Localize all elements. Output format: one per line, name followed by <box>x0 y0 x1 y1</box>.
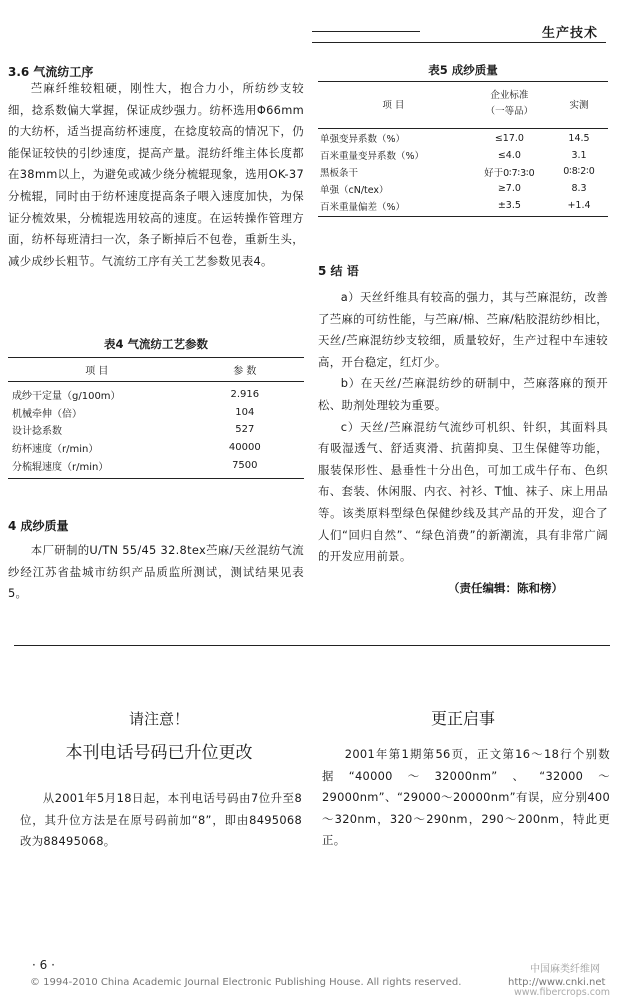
notice-subtitle: 本刊电话号码已升位更改 <box>65 743 253 763</box>
section-4-body <box>8 540 304 605</box>
conclusion-a: a）天丝纤维具有较高的强力，其与苎麻混纺，改善了苎麻的可纺性能，与苎麻/棉、苎麻/粘胶混纺纱相比，天丝/苎麻混纺纱支较细，质量较好，生产过程中车速较高，开台稳定，红灯少。 <box>318 290 608 369</box>
notice-text: 从2001年5月18日起，本刊电话号码由7位升至8位，其升位方法是在原号码前加“8”，即由8495068改为88495068。 <box>20 791 302 849</box>
table-row: 纺杯速度（r/min） 40000 <box>12 442 261 456</box>
table5-caption: 表5 成纱质量 <box>428 63 498 77</box>
copyright-line: © 1994-2010 China Academic Journal Electronic Publishing House. All rights reserved. <box>30 977 462 988</box>
table4-header-rule <box>8 381 304 382</box>
watermark-cn: 中国麻类纤维网 <box>530 964 600 975</box>
section-5-body <box>318 287 608 568</box>
table-row: 分梳辊速度（r/min） 7500 <box>12 459 258 473</box>
table-row: 成纱干定量（g/100m） 2.916 <box>12 389 260 403</box>
correction-title: 更正启事 <box>430 709 495 728</box>
table-row: 机械牵伸（倍） 104 <box>12 406 255 420</box>
table-row: 单强变异系数（%） ≤17.0 14.5 <box>320 132 590 146</box>
table-row: 单强（cN/tex） ≥7.0 8.3 <box>320 183 587 196</box>
table4-bottom-rule <box>8 478 304 479</box>
table5-header-standard: 企业标准 （一等品） <box>485 90 534 117</box>
table4-top-rule <box>8 357 304 358</box>
section-3-6-body <box>8 78 304 272</box>
section-4-text: 本厂研制的U/TN 55/45 32.8tex苎麻/天丝混纺气流纱经江苏省盐城市纺织产品质监所测试，测试结果见表5。 <box>8 543 304 601</box>
section-divider <box>14 645 610 646</box>
section-5-heading: 5 结 语 <box>318 264 359 278</box>
running-header: 生产技术 <box>541 26 598 41</box>
section-4-heading: 4 成纱质量 <box>8 519 69 533</box>
conclusion-c: c）天丝/苎麻混纺气流纱可机织、针织，其面料具有吸湿透气、舒适爽滑、抗菌抑臭、卫生保健等功能，服装保形性、悬垂性十分出色，可加工成牛仔布、色织布、套装、休闲服、内衣、衬衫、T恤、袜子、床上用品等。该类原料型绿色保健纱线及其产品的开发，迎合了人们“回归自然”、“绿色消费”的新潮流，具有非常广阔的开发应用前景。 <box>318 419 608 564</box>
source-url: http://www.cnki.net <box>508 977 606 988</box>
table5-header-row <box>318 84 608 124</box>
page-number: · 6 · <box>32 958 55 972</box>
table5-header-measured: 实测 <box>569 100 589 111</box>
header-rule-right <box>312 42 606 43</box>
notice-body <box>20 788 302 853</box>
section-3-6-heading: 3.6 气流纺工序 <box>8 65 94 79</box>
table5-bottom-rule <box>318 216 608 217</box>
table4-body <box>8 386 304 474</box>
table5-body <box>318 130 608 214</box>
table-row: 百米重量偏差（%） ±3.5 +1.4 <box>320 200 591 213</box>
notice-title: 请注意！ <box>128 710 189 728</box>
table5-header-item: 项 目 <box>382 100 405 111</box>
table5-header-rule <box>318 128 608 129</box>
table5-top-rule <box>318 81 608 82</box>
table4-header-param: 参 数 <box>233 366 257 378</box>
header-rule-left <box>312 31 420 32</box>
watermark-url: www.fibercrops.com <box>514 987 611 998</box>
table-row: 百米重量变异系数（%） ≤4.0 3.1 <box>320 149 587 163</box>
editor-credit: （责任编辑：陈和榜） <box>448 581 563 595</box>
table4-header-item: 项 目 <box>85 366 109 378</box>
table5-header <box>318 84 608 124</box>
table4-caption: 表4 气流纺工艺参数 <box>103 337 208 351</box>
correction-text: 2001年第1期第56页，正文第16～18行个别数据“40000～32000nm”、“32000～29000nm”、“29000～20000nm”有误，应分别400～320nm，320～290nm，290～200nm，特此更正。 <box>322 747 610 848</box>
section-3-6-text: 苎麻纤维较粗硬，刚性大，抱合力小，所纺纱支较细，捻系数偏大掌握，保证成纱强力。纺杯选用Φ66mm的大纺杯，适当提高纺杯速度，在捻度较高的情况下，仍能保证较快的引纱速度，提高产量。混纺纤维主体长度都在38mm以上，为避免或减少绕分梳辊现象，选用OK-37分梳辊，同时由于纺杯速度提高条子喂入速度加快，为保证分梳效果，分梳辊选用较高的速度。在运转操作管理方面，纺杯每班清扫一次，条子断掉后不包卷，重新生头，减少成纱长粗节。气流纺工序有关工艺参数见表4。 <box>8 81 304 268</box>
table4-header-row <box>8 361 304 379</box>
conclusion-b: b）在天丝/苎麻混纺纱的研制中，苎麻落麻的预开松、助剂处理较为重要。 <box>318 376 608 412</box>
table-row: 黑板条干 好于0∶7∶3∶0 0∶8∶2∶0 <box>320 166 595 179</box>
table-row: 设计捻系数 527 <box>12 424 255 438</box>
table4 <box>8 361 304 379</box>
correction-body <box>322 744 610 852</box>
